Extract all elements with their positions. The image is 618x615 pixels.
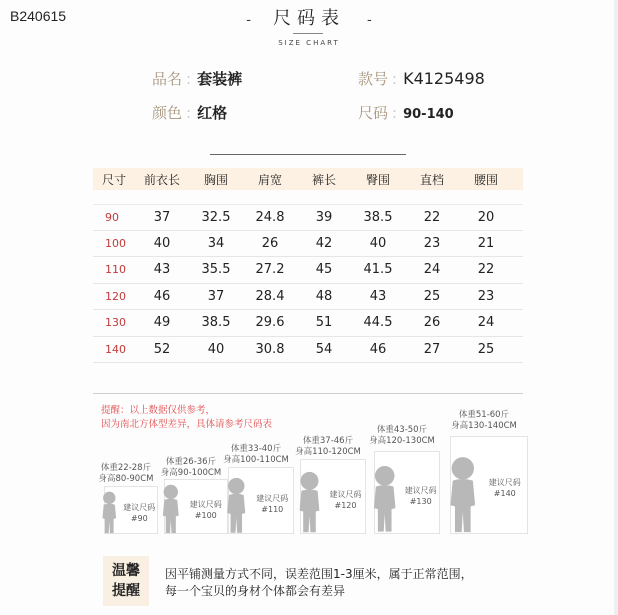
recommended-size: 建议尺码 #90 xyxy=(123,503,156,523)
meta-product-name: 品名 : 套装裤 xyxy=(152,70,243,88)
column-header: 臀围 xyxy=(365,172,390,187)
recommended-size: 建议尺码 #140 xyxy=(488,478,521,498)
warm-reminder-text: 因平铺测量方式不同，误差范围1-3厘米，属于正常范围， 每一个宝贝的身材个体都会有差异 xyxy=(165,567,473,598)
measurement-cell: 25 xyxy=(423,288,441,304)
meta-model-number: 款号 : K4125498 xyxy=(358,69,485,88)
right-edge-border xyxy=(614,0,618,615)
measurement-cell: 34 xyxy=(207,235,225,251)
measurement-cell: 54 xyxy=(315,341,333,357)
measurement-cell: 22 xyxy=(477,262,495,278)
meta-value: 90-140 xyxy=(403,107,454,122)
weight-height-caption: 体重37-46斤 身高110-120CM xyxy=(295,436,361,457)
section-divider xyxy=(210,154,406,155)
reference-notice: 提醒：以上数据仅供参考， 因为南北方体型差异，具体请参考尺码表 xyxy=(101,405,273,430)
measurement-cell: 46 xyxy=(369,341,387,357)
table-header xyxy=(93,168,523,190)
measurement-cell: 43 xyxy=(153,262,171,278)
child-silhouette-icon xyxy=(100,491,119,538)
child-silhouette-icon xyxy=(446,456,480,538)
meta-label: 款号 xyxy=(358,70,389,88)
weight-height-caption: 体重51-60斤 身高130-140CM xyxy=(451,410,517,431)
measurement-cell: 38.5 xyxy=(201,315,231,331)
meta-label: 尺码 xyxy=(358,104,389,122)
measurement-cell: 23 xyxy=(477,288,495,304)
measurement-cell: 35.5 xyxy=(201,262,231,278)
measurement-cell: 28.4 xyxy=(255,288,285,304)
meta-value: 套装裤 xyxy=(197,70,243,88)
column-header: 肩宽 xyxy=(257,172,282,187)
column-header: 胸围 xyxy=(203,172,228,187)
measurement-cell: 44.5 xyxy=(363,315,393,331)
measurement-cell: 24 xyxy=(423,262,441,278)
measurement-cell: 25 xyxy=(477,341,495,357)
column-header: 前衣长 xyxy=(143,172,180,187)
meta-value: 红格 xyxy=(197,104,228,122)
measurement-cell: 24 xyxy=(477,315,495,331)
column-header: 直档 xyxy=(419,172,444,187)
table-row xyxy=(93,231,523,258)
size-cell: 90 xyxy=(105,210,119,224)
measurement-cell: 45 xyxy=(315,262,333,278)
weight-height-caption: 体重26-36斤 身高90-100CM xyxy=(160,457,222,478)
column-header: 尺寸 xyxy=(101,172,126,187)
meta-label: 品名 xyxy=(152,70,183,88)
measurement-cell: 32.5 xyxy=(201,209,231,225)
table-bottom-divider xyxy=(93,393,523,394)
size-cell: 100 xyxy=(105,236,126,250)
child-silhouette-icon xyxy=(296,471,323,538)
recommended-size: 建议尺码 #130 xyxy=(404,485,437,506)
table-row xyxy=(93,257,523,284)
measurement-cell: 48 xyxy=(315,288,333,304)
recommended-size: 建议尺码 #110 xyxy=(256,493,289,514)
measurement-cell: 40 xyxy=(207,341,225,357)
measurement-cell: 27.2 xyxy=(255,262,285,278)
measurement-cell: 26 xyxy=(423,315,441,331)
size-cell: 110 xyxy=(105,263,126,277)
measurement-cell: 46 xyxy=(153,288,171,304)
measurement-cell: 24.8 xyxy=(255,209,285,225)
measurement-cell: 23 xyxy=(423,235,441,251)
size-table xyxy=(93,168,523,363)
measurement-cell: 22 xyxy=(423,209,441,225)
child-silhouette-icon xyxy=(160,484,182,538)
weight-height-caption: 体重33-40斤 身高100-110CM xyxy=(223,444,289,465)
measurement-cell: 26 xyxy=(261,235,279,251)
table-row xyxy=(93,310,523,337)
child-silhouette-icon xyxy=(224,477,249,538)
measurement-cell: 40 xyxy=(153,235,171,251)
table-row xyxy=(93,337,523,364)
recommended-size: 建议尺码 #120 xyxy=(329,489,362,510)
measurement-cell: 38.5 xyxy=(363,209,393,225)
measurement-cell: 51 xyxy=(315,315,333,331)
measurement-cell: 27 xyxy=(423,341,441,357)
size-cell: 130 xyxy=(105,316,126,330)
size-cell: 140 xyxy=(105,342,126,356)
page-title xyxy=(0,4,618,30)
title-dash-right: - xyxy=(367,12,372,28)
weight-height-caption: 体重22-28斤 身高80-90CM xyxy=(98,463,154,484)
measurement-cell: 42 xyxy=(315,235,333,251)
weight-height-caption: 体重43-50斤 身高120-130CM xyxy=(369,425,435,446)
title-dash-left: - xyxy=(246,12,251,28)
title-divider xyxy=(293,33,323,34)
measurement-cell: 43 xyxy=(369,288,387,304)
recommended-size: 建议尺码 #100 xyxy=(189,499,222,520)
measurement-cell: 20 xyxy=(477,209,495,225)
measurement-cell: 37 xyxy=(153,209,171,225)
meta-size-range: 尺码 : 90-140 xyxy=(358,104,454,122)
warm-reminder-label: 温馨 提醒 xyxy=(103,556,149,606)
measurement-cell: 40 xyxy=(369,235,387,251)
column-header: 裤长 xyxy=(311,172,336,187)
child-silhouette-icon xyxy=(370,465,399,538)
size-cell: 120 xyxy=(105,289,126,303)
column-header: 腰围 xyxy=(473,172,498,187)
table-row xyxy=(93,284,523,311)
measurement-cell: 37 xyxy=(207,288,225,304)
meta-color: 颜色 : 红格 xyxy=(152,104,228,122)
table-body xyxy=(93,204,523,363)
meta-label: 颜色 xyxy=(152,104,183,122)
measurement-cell: 21 xyxy=(477,235,495,251)
table-row xyxy=(93,204,523,231)
product-code: B240615 xyxy=(10,8,67,24)
measurement-cell: 30.8 xyxy=(255,341,285,357)
measurement-cell: 52 xyxy=(153,341,171,357)
page-subtitle: SIZE CHART xyxy=(278,39,340,47)
meta-value: K4125498 xyxy=(403,69,485,88)
title-text: 尺码表 xyxy=(273,8,345,29)
measurement-cell: 29.6 xyxy=(255,315,285,331)
measurement-cell: 41.5 xyxy=(363,262,393,278)
measurement-cell: 39 xyxy=(315,209,333,225)
measurement-cell: 49 xyxy=(153,315,171,331)
